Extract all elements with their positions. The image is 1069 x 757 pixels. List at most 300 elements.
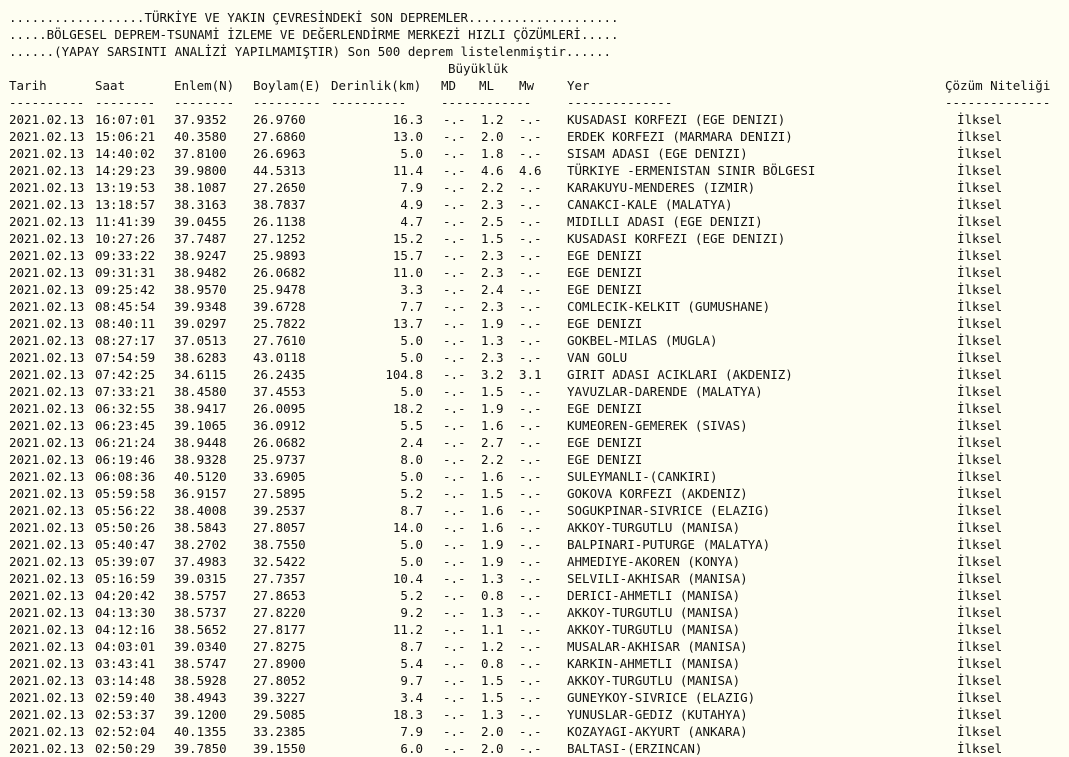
cell-time: 14:29:23 (95, 163, 156, 178)
cell-md: -.- (443, 350, 466, 365)
cell-place: TÜRKIYE -ERMENISTAN SINIR BÖLGESI (567, 163, 816, 178)
cell-latitude: 38.9328 (174, 452, 227, 467)
cell-md: -.- (443, 180, 466, 195)
cell-date: 2021.02.13 (9, 248, 85, 263)
cell-mw: -.- (519, 435, 542, 450)
cell-depth: 8.7 (400, 639, 423, 654)
table-row (9, 298, 1064, 315)
cell-date: 2021.02.13 (9, 231, 85, 246)
cell-latitude: 39.9800 (174, 163, 227, 178)
cell-ml: 1.6 (481, 469, 504, 484)
table-row (9, 723, 1064, 740)
cell-depth: 8.7 (400, 503, 423, 518)
cell-longitude: 44.5313 (253, 163, 306, 178)
cell-date: 2021.02.13 (9, 299, 85, 314)
cell-place: BALTASI-(ERZINCAN) (567, 741, 703, 756)
cell-depth: 15.2 (392, 231, 423, 246)
cell-depth: 104.8 (385, 367, 423, 382)
cell-md: -.- (443, 112, 466, 127)
cell-time: 03:43:41 (95, 656, 156, 671)
cell-mw: -.- (519, 299, 542, 314)
cell-place: SELVILI-AKHISAR (MANISA) (567, 571, 748, 586)
table-row (9, 553, 1064, 570)
cell-longitude: 25.7822 (253, 316, 306, 331)
cell-depth: 9.2 (400, 605, 423, 620)
table-row (9, 264, 1064, 281)
cell-md: -.- (443, 639, 466, 654)
cell-longitude: 27.8900 (253, 656, 306, 671)
cell-md: -.- (443, 622, 466, 637)
cell-md: -.- (443, 333, 466, 348)
cell-mw: -.- (519, 214, 542, 229)
cell-latitude: 37.7487 (174, 231, 227, 246)
cell-longitude: 27.8275 (253, 639, 306, 654)
table-row (9, 128, 1064, 145)
cell-time: 09:31:31 (95, 265, 156, 280)
cell-date: 2021.02.13 (9, 180, 85, 195)
cell-ml: 1.1 (481, 622, 504, 637)
cell-ml: 2.7 (481, 435, 504, 450)
cell-mw: 3.1 (519, 367, 542, 382)
cell-quality: İlksel (957, 554, 1003, 569)
cell-place: DERICI-AHMETLI (MANISA) (567, 588, 741, 603)
cell-depth: 7.7 (400, 299, 423, 314)
cell-time: 08:40:11 (95, 316, 156, 331)
cell-md: -.- (443, 571, 466, 586)
cell-mw: -.- (519, 639, 542, 654)
header-ml: ML (479, 78, 495, 93)
cell-date: 2021.02.13 (9, 571, 85, 586)
column-header-row (9, 77, 1064, 94)
cell-depth: 6.0 (400, 741, 423, 756)
cell-md: -.- (443, 265, 466, 280)
cell-depth: 5.2 (400, 486, 423, 501)
cell-longitude: 27.5895 (253, 486, 306, 501)
cell-time: 05:59:58 (95, 486, 156, 501)
cell-quality: İlksel (957, 316, 1003, 331)
cell-mw: -.- (519, 622, 542, 637)
cell-latitude: 39.1065 (174, 418, 227, 433)
cell-mw: -.- (519, 146, 542, 161)
header-md: MD (441, 78, 457, 93)
cell-place: AKKOY-TURGUTLU (MANISA) (567, 622, 741, 637)
cell-latitude: 39.0340 (174, 639, 227, 654)
cell-quality: İlksel (957, 214, 1003, 229)
cell-latitude: 38.5843 (174, 520, 227, 535)
cell-latitude: 38.9417 (174, 401, 227, 416)
cell-ml: 2.3 (481, 299, 504, 314)
cell-quality: İlksel (957, 401, 1003, 416)
cell-place: EGE DENIZI (567, 282, 643, 297)
cell-mw: 4.6 (519, 163, 542, 178)
cell-ml: 2.3 (481, 197, 504, 212)
cell-depth: 3.4 (400, 690, 423, 705)
cell-mw: -.- (519, 384, 542, 399)
table-row (9, 740, 1064, 757)
cell-date: 2021.02.13 (9, 384, 85, 399)
cell-latitude: 34.6115 (174, 367, 227, 382)
header-longitude: Boylam(E) (253, 78, 321, 93)
cell-md: -.- (443, 418, 466, 433)
table-row (9, 621, 1064, 638)
cell-ml: 2.3 (481, 248, 504, 263)
cell-mw: -.- (519, 486, 542, 501)
cell-md: -.- (443, 248, 466, 263)
cell-md: -.- (443, 520, 466, 535)
cell-date: 2021.02.13 (9, 214, 85, 229)
cell-quality: İlksel (957, 129, 1003, 144)
cell-time: 07:42:25 (95, 367, 156, 382)
cell-date: 2021.02.13 (9, 605, 85, 620)
cell-time: 06:32:55 (95, 401, 156, 416)
cell-mw: -.- (519, 707, 542, 722)
cell-mw: -.- (519, 350, 542, 365)
cell-longitude: 26.0682 (253, 435, 306, 450)
table-row (9, 451, 1064, 468)
cell-md: -.- (443, 367, 466, 382)
cell-date: 2021.02.13 (9, 537, 85, 552)
cell-md: -.- (443, 707, 466, 722)
cell-latitude: 38.5737 (174, 605, 227, 620)
cell-place: GOKOVA KORFEZI (AKDENIZ) (567, 486, 748, 501)
cell-place: EGE DENIZI (567, 316, 643, 331)
cell-date: 2021.02.13 (9, 418, 85, 433)
cell-date: 2021.02.13 (9, 503, 85, 518)
banner-line-1: ..................TÜRKİYE VE YAKIN ÇEVRESİNDEKİ SON DEPREMLER.................... (9, 10, 619, 25)
cell-md: -.- (443, 231, 466, 246)
cell-place: KARKIN-AHMETLI (MANISA) (567, 656, 741, 671)
cell-place: KARAKUYU-MENDERES (IZMIR) (567, 180, 756, 195)
separator-quality: -------------- (945, 95, 1051, 110)
cell-quality: İlksel (957, 520, 1003, 535)
earthquake-listing (9, 9, 1064, 757)
cell-time: 09:33:22 (95, 248, 156, 263)
cell-md: -.- (443, 452, 466, 467)
cell-longitude: 27.7357 (253, 571, 306, 586)
cell-quality: İlksel (957, 197, 1003, 212)
cell-longitude: 33.2385 (253, 724, 306, 739)
cell-latitude: 37.9352 (174, 112, 227, 127)
cell-depth: 14.0 (392, 520, 423, 535)
banner-line-3: ......(YAPAY SARSINTI ANALİZİ YAPILMAMIŞTIR) Son 500 deprem listelenmiştir...... (9, 44, 612, 59)
header-depth: Derinlik(km) (331, 78, 422, 93)
cell-mw: -.- (519, 605, 542, 620)
cell-date: 2021.02.13 (9, 486, 85, 501)
cell-longitude: 38.7837 (253, 197, 306, 212)
cell-place: GIRIT ADASI ACIKLARI (AKDENIZ) (567, 367, 793, 382)
cell-quality: İlksel (957, 622, 1003, 637)
table-row (9, 587, 1064, 604)
cell-place: YUNUSLAR-GEDIZ (KUTAHYA) (567, 707, 748, 722)
cell-depth: 5.5 (400, 418, 423, 433)
cell-ml: 2.3 (481, 265, 504, 280)
header-date: Tarih (9, 78, 47, 93)
cell-ml: 1.3 (481, 707, 504, 722)
cell-depth: 8.0 (400, 452, 423, 467)
table-row (9, 366, 1064, 383)
cell-time: 03:14:48 (95, 673, 156, 688)
cell-md: -.- (443, 214, 466, 229)
cell-time: 15:06:21 (95, 129, 156, 144)
cell-date: 2021.02.13 (9, 588, 85, 603)
cell-depth: 9.7 (400, 673, 423, 688)
cell-latitude: 38.2702 (174, 537, 227, 552)
cell-latitude: 38.5757 (174, 588, 227, 603)
cell-md: -.- (443, 486, 466, 501)
cell-place: GOKBEL-MILAS (MUGLA) (567, 333, 718, 348)
cell-longitude: 26.0682 (253, 265, 306, 280)
cell-ml: 2.0 (481, 741, 504, 756)
cell-time: 05:39:07 (95, 554, 156, 569)
cell-md: -.- (443, 690, 466, 705)
cell-quality: İlksel (957, 656, 1003, 671)
cell-mw: -.- (519, 197, 542, 212)
cell-ml: 1.9 (481, 537, 504, 552)
cell-md: -.- (443, 554, 466, 569)
cell-place: AKKOY-TURGUTLU (MANISA) (567, 673, 741, 688)
cell-quality: İlksel (957, 673, 1003, 688)
cell-md: -.- (443, 384, 466, 399)
cell-longitude: 26.9760 (253, 112, 306, 127)
cell-date: 2021.02.13 (9, 469, 85, 484)
cell-ml: 2.2 (481, 180, 504, 195)
cell-time: 02:52:04 (95, 724, 156, 739)
cell-md: -.- (443, 656, 466, 671)
cell-depth: 5.0 (400, 146, 423, 161)
cell-mw: -.- (519, 741, 542, 756)
cell-date: 2021.02.13 (9, 333, 85, 348)
cell-place: VAN GOLU (567, 350, 628, 365)
cell-place: ERDEK KORFEZI (MARMARA DENIZI) (567, 129, 793, 144)
cell-place: KOZAYAGI-AKYURT (ANKARA) (567, 724, 748, 739)
table-row (9, 570, 1064, 587)
cell-mw: -.- (519, 503, 542, 518)
cell-latitude: 38.4580 (174, 384, 227, 399)
cell-latitude: 39.1200 (174, 707, 227, 722)
cell-place: KUMEOREN-GEMEREK (SIVAS) (567, 418, 748, 433)
cell-depth: 11.2 (392, 622, 423, 637)
cell-depth: 5.0 (400, 384, 423, 399)
cell-quality: İlksel (957, 112, 1003, 127)
cell-date: 2021.02.13 (9, 146, 85, 161)
table-row (9, 349, 1064, 366)
cell-time: 05:56:22 (95, 503, 156, 518)
cell-place: AKKOY-TURGUTLU (MANISA) (567, 605, 741, 620)
cell-quality: İlksel (957, 537, 1003, 552)
cell-quality: İlksel (957, 690, 1003, 705)
cell-mw: -.- (519, 724, 542, 739)
table-row (9, 400, 1064, 417)
cell-time: 11:41:39 (95, 214, 156, 229)
table-row (9, 434, 1064, 451)
cell-quality: İlksel (957, 486, 1003, 501)
cell-md: -.- (443, 724, 466, 739)
table-row (9, 468, 1064, 485)
cell-time: 10:27:26 (95, 231, 156, 246)
header-latitude: Enlem(N) (174, 78, 235, 93)
cell-ml: 1.3 (481, 333, 504, 348)
separator-latitude: -------- (174, 95, 235, 110)
cell-md: -.- (443, 282, 466, 297)
cell-depth: 11.4 (392, 163, 423, 178)
cell-depth: 13.7 (392, 316, 423, 331)
cell-quality: İlksel (957, 418, 1003, 433)
cell-date: 2021.02.13 (9, 435, 85, 450)
cell-depth: 18.3 (392, 707, 423, 722)
cell-mw: -.- (519, 112, 542, 127)
cell-ml: 2.0 (481, 129, 504, 144)
cell-latitude: 36.9157 (174, 486, 227, 501)
cell-place: EGE DENIZI (567, 452, 643, 467)
cell-quality: İlksel (957, 605, 1003, 620)
cell-latitude: 38.9448 (174, 435, 227, 450)
cell-time: 04:03:01 (95, 639, 156, 654)
cell-place: COMLECIK-KELKIT (GUMUSHANE) (567, 299, 771, 314)
cell-place: CANAKCI-KALE (MALATYA) (567, 197, 733, 212)
cell-date: 2021.02.13 (9, 112, 85, 127)
cell-longitude: 26.6963 (253, 146, 306, 161)
cell-quality: İlksel (957, 724, 1003, 739)
cell-quality: İlksel (957, 248, 1003, 263)
table-row (9, 502, 1064, 519)
cell-latitude: 38.4008 (174, 503, 227, 518)
cell-date: 2021.02.13 (9, 520, 85, 535)
cell-mw: -.- (519, 282, 542, 297)
cell-quality: İlksel (957, 384, 1003, 399)
cell-time: 06:23:45 (95, 418, 156, 433)
cell-time: 14:40:02 (95, 146, 156, 161)
cell-ml: 3.2 (481, 367, 504, 382)
cell-ml: 1.6 (481, 503, 504, 518)
cell-quality: İlksel (957, 588, 1003, 603)
table-row (9, 604, 1064, 621)
cell-depth: 7.9 (400, 724, 423, 739)
cell-ml: 4.6 (481, 163, 504, 178)
header-quality: Çözüm Niteliği (945, 78, 1051, 93)
separator-depth: ---------- (331, 95, 407, 110)
cell-md: -.- (443, 469, 466, 484)
cell-quality: İlksel (957, 741, 1003, 756)
cell-depth: 16.3 (392, 112, 423, 127)
cell-latitude: 38.9570 (174, 282, 227, 297)
cell-md: -.- (443, 163, 466, 178)
cell-date: 2021.02.13 (9, 554, 85, 569)
cell-date: 2021.02.13 (9, 316, 85, 331)
cell-date: 2021.02.13 (9, 707, 85, 722)
cell-depth: 10.4 (392, 571, 423, 586)
separator-date: ---------- (9, 95, 85, 110)
cell-time: 05:50:26 (95, 520, 156, 535)
cell-depth: 13.0 (392, 129, 423, 144)
cell-longitude: 37.4553 (253, 384, 306, 399)
cell-latitude: 38.1087 (174, 180, 227, 195)
cell-quality: İlksel (957, 146, 1003, 161)
cell-latitude: 38.5747 (174, 656, 227, 671)
cell-quality: İlksel (957, 367, 1003, 382)
table-row (9, 485, 1064, 502)
banner-line-2: .....BÖLGESEL DEPREM-TSUNAMİ İZLEME VE DEĞERLENDİRME MERKEZİ HIZLI ÇÖZÜMLERİ..... (9, 27, 619, 42)
cell-ml: 1.9 (481, 316, 504, 331)
magnitude-group-row (9, 60, 1064, 77)
cell-place: SOGUKPINAR-SIVRICE (ELAZIG) (567, 503, 771, 518)
cell-time: 16:07:01 (95, 112, 156, 127)
table-row (9, 536, 1064, 553)
cell-md: -.- (443, 299, 466, 314)
cell-time: 06:08:36 (95, 469, 156, 484)
cell-md: -.- (443, 588, 466, 603)
cell-place: EGE DENIZI (567, 248, 643, 263)
cell-ml: 2.5 (481, 214, 504, 229)
cell-longitude: 27.6860 (253, 129, 306, 144)
separator-time: -------- (95, 95, 156, 110)
cell-ml: 1.6 (481, 520, 504, 535)
cell-time: 02:50:29 (95, 741, 156, 756)
cell-longitude: 39.1550 (253, 741, 306, 756)
cell-place: SISAM ADASI (EGE DENIZI) (567, 146, 748, 161)
cell-latitude: 39.0315 (174, 571, 227, 586)
cell-depth: 5.0 (400, 554, 423, 569)
cell-quality: İlksel (957, 265, 1003, 280)
cell-date: 2021.02.13 (9, 622, 85, 637)
cell-place: KUSADASI KORFEZI (EGE DENIZI) (567, 112, 786, 127)
cell-ml: 1.9 (481, 554, 504, 569)
table-row (9, 672, 1064, 689)
cell-time: 06:21:24 (95, 435, 156, 450)
cell-time: 13:19:53 (95, 180, 156, 195)
cell-longitude: 26.0095 (253, 401, 306, 416)
cell-ml: 1.5 (481, 486, 504, 501)
cell-longitude: 43.0118 (253, 350, 306, 365)
cell-ml: 1.5 (481, 384, 504, 399)
cell-longitude: 26.2435 (253, 367, 306, 382)
cell-quality: İlksel (957, 452, 1003, 467)
table-row (9, 315, 1064, 332)
cell-place: YAVUZLAR-DARENDE (MALATYA) (567, 384, 763, 399)
cell-place: EGE DENIZI (567, 435, 643, 450)
cell-mw: -.- (519, 588, 542, 603)
cell-longitude: 26.1138 (253, 214, 306, 229)
cell-latitude: 37.4983 (174, 554, 227, 569)
cell-place: AHMEDIYE-AKOREN (KONYA) (567, 554, 741, 569)
cell-time: 05:40:47 (95, 537, 156, 552)
table-row (9, 281, 1064, 298)
cell-longitude: 25.9478 (253, 282, 306, 297)
magnitude-group-label: Büyüklük (448, 61, 509, 76)
cell-latitude: 39.0455 (174, 214, 227, 229)
cell-ml: 2.3 (481, 350, 504, 365)
cell-date: 2021.02.13 (9, 673, 85, 688)
cell-date: 2021.02.13 (9, 656, 85, 671)
cell-place: GUNEYKOY-SIVRICE (ELAZIG) (567, 690, 756, 705)
cell-longitude: 27.7610 (253, 333, 306, 348)
cell-mw: -.- (519, 418, 542, 433)
cell-ml: 0.8 (481, 588, 504, 603)
cell-mw: -.- (519, 690, 542, 705)
cell-ml: 0.8 (481, 656, 504, 671)
cell-md: -.- (443, 741, 466, 756)
cell-ml: 1.6 (481, 418, 504, 433)
cell-time: 04:12:16 (95, 622, 156, 637)
cell-mw: -.- (519, 248, 542, 263)
cell-latitude: 38.6283 (174, 350, 227, 365)
cell-mw: -.- (519, 401, 542, 416)
cell-latitude: 38.5652 (174, 622, 227, 637)
cell-depth: 2.4 (400, 435, 423, 450)
cell-place: MUSALAR-AKHISAR (MANISA) (567, 639, 748, 654)
cell-ml: 1.5 (481, 673, 504, 688)
cell-md: -.- (443, 146, 466, 161)
cell-date: 2021.02.13 (9, 401, 85, 416)
